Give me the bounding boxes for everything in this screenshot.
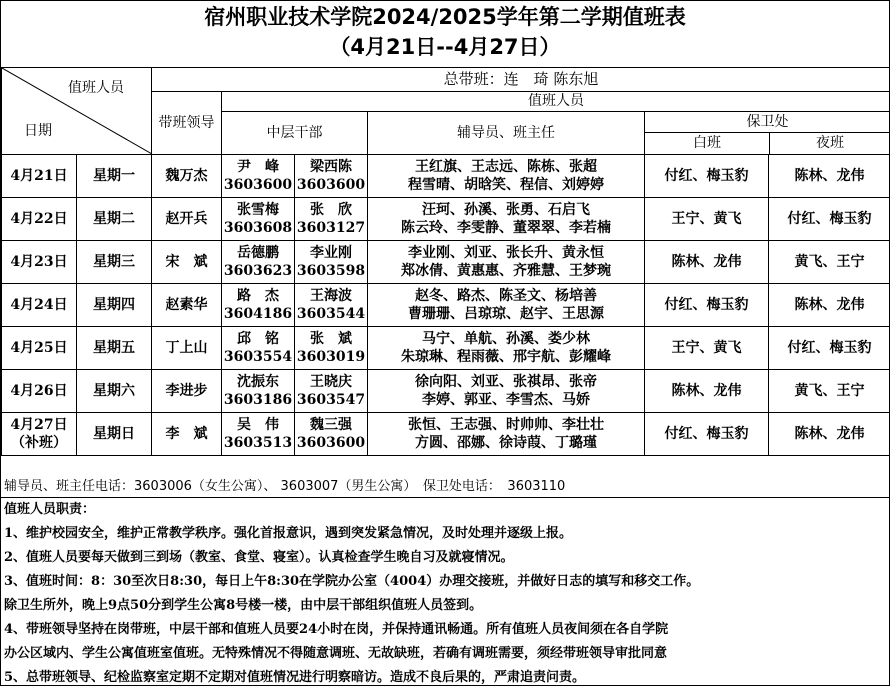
row-night-shift: 黄飞、王宁: [769, 370, 890, 413]
row-cadre-2: 张 欣 3603127: [295, 198, 368, 241]
row-cadre-1: 张雪梅 3603608: [222, 198, 295, 241]
note-line: 5、总带班领导、纪检监察室定期不定期对值班情况进行明察暗访。造成不良后果的，严肃追责问责。: [1, 666, 889, 690]
row-date: 4月25日: [2, 327, 77, 370]
row-cadre-2: 梁西陈 3603600: [295, 155, 368, 198]
row-date: 4月23日: [2, 241, 77, 284]
row-night-shift: 陈林、龙伟: [769, 413, 890, 456]
row-night-shift: 付红、梅玉豹: [769, 198, 890, 241]
row-cadre-1: 路 杰 3604186: [222, 284, 295, 327]
header-duty-staff: 值班人员: [68, 80, 124, 97]
row-day-shift: 陈林、龙伟: [645, 370, 769, 413]
note-line: 2、值班人员要每天做到三到场（教室、食堂、寝室）。认真检查学生晚自习及就寝情况。: [1, 546, 889, 570]
header-night-shift: 夜班: [770, 133, 890, 154]
row-weekday: 星期三: [77, 241, 152, 284]
table-row: [2, 327, 890, 370]
row-leader: 丁上山: [152, 327, 222, 370]
row-day-shift: 付红、梅玉豹: [645, 155, 769, 198]
notes-section: [1, 477, 889, 690]
note-line: 4、带班领导坚持在岗带班，中层干部和值班人员要24小时在岗，并保持通讯畅通。所有值班人员夜间须在各自学院: [1, 618, 889, 642]
duty-notes: [1, 498, 889, 690]
header-middle-cadre: 中层干部: [222, 112, 368, 155]
row-counselors: 李业刚、刘亚、张长升、黄永恒 郑冰倩、黄惠惠、齐雅慧、王梦琬: [368, 241, 645, 284]
table-row: [2, 241, 890, 284]
row-weekday: 星期二: [77, 198, 152, 241]
header-day-shift: 白班: [645, 133, 770, 154]
table-row: [2, 155, 890, 198]
notes-heading: 值班人员职责：: [1, 498, 889, 522]
note-line: 3、值班时间：8：30至次日8:30，每日上午8:30在学院办公室（4004）办理交接班，并做好日志的填写和移交工作。: [1, 570, 889, 594]
table-row: [2, 413, 890, 456]
document-title: 宿州职业技术学院2024/2025学年第二学期值班表: [1, 3, 889, 31]
diagonal-header-cell: [2, 68, 152, 155]
row-leader: 魏万杰: [152, 155, 222, 198]
row-weekday: 星期四: [77, 284, 152, 327]
table-row: [2, 370, 890, 413]
phone-numbers: 辅导员、班主任电话：3603006（女生公寓）、 3603007（男生公寓） 保卫处电话： 3603110: [1, 477, 889, 498]
row-cadre-1: 邱 铭 3603554: [222, 327, 295, 370]
row-date: 4月26日: [2, 370, 77, 413]
row-cadre-2: 王晓庆 3603547: [295, 370, 368, 413]
row-day-shift: 付红、梅玉豹: [645, 284, 769, 327]
row-leader: 宋 斌: [152, 241, 222, 284]
row-leader: 赵素华: [152, 284, 222, 327]
header-date: 日期: [24, 123, 52, 140]
note-line: 除卫生所外，晚上9点50分到学生公寓8号楼一楼，由中层干部组织值班人员签到。: [1, 594, 889, 618]
row-counselors: 汪珂、孙溪、张勇、石启飞 陈云玲、李雯静、董翠翠、李若楠: [368, 198, 645, 241]
row-date: 4月24日: [2, 284, 77, 327]
row-night-shift: 付红、梅玉豹: [769, 327, 890, 370]
row-counselors: 徐向阳、刘亚、张祺昂、张帝 李婷、郭亚、李雪杰、马娇: [368, 370, 645, 413]
row-leader: 赵开兵: [152, 198, 222, 241]
row-cadre-2: 魏三强 3603600: [295, 413, 368, 456]
row-cadre-2: 李业刚 3603598: [295, 241, 368, 284]
header-duty-staff-group: 值班人员: [222, 92, 890, 112]
row-leader: 李 斌: [152, 413, 222, 456]
row-counselors: 张恒、王志强、时帅帅、李壮壮 方圆、邵娜、徐诗葭、丁璐瑾: [368, 413, 645, 456]
row-counselors: 马宁、单航、孙溪、娄少林 朱琼琳、程雨薇、邢宇航、彭耀峰: [368, 327, 645, 370]
row-weekday: 星期五: [77, 327, 152, 370]
document-subtitle: （4月21日--4月27日）: [1, 33, 889, 61]
header-leader: 带班领导: [152, 92, 222, 155]
row-day-shift: 王宁、黄飞: [645, 198, 769, 241]
row-cadre-1: 吴 伟 3603513: [222, 413, 295, 456]
header-security-label: 保卫处: [645, 112, 890, 133]
note-line: 1、维护校园安全，维护正常教学秩序。强化首报意识，遇到突发紧急情况，及时处理并逐级上报。: [1, 522, 889, 546]
row-weekday: 星期日: [77, 413, 152, 456]
row-cadre-2: 王海波 3603544: [295, 284, 368, 327]
roster-table: [1, 67, 890, 456]
row-day-shift: 陈林、龙伟: [645, 241, 769, 284]
row-date: 4月21日: [2, 155, 77, 198]
row-counselors: 王红旗、王志远、陈栋、张超 程雪晴、胡晗笑、程信、刘婷婷: [368, 155, 645, 198]
table-row: [2, 284, 890, 327]
row-date: 4月22日: [2, 198, 77, 241]
row-cadre-1: 岳德鹏 3603623: [222, 241, 295, 284]
row-counselors: 赵冬、路杰、陈圣文、杨培善 曹珊珊、吕琼琼、赵宇、王思源: [368, 284, 645, 327]
row-cadre-1: 尹 峰 3603600: [222, 155, 295, 198]
row-day-shift: 王宁、黄飞: [645, 327, 769, 370]
row-night-shift: 陈林、龙伟: [769, 284, 890, 327]
row-cadre-1: 沈振东 3603186: [222, 370, 295, 413]
header-counselors: 辅导员、班主任: [368, 112, 645, 155]
row-weekday: 星期一: [77, 155, 152, 198]
chief-duty-header: 总带班：连 琦 陈东旭: [152, 68, 890, 92]
row-day-shift: 付红、梅玉豹: [645, 413, 769, 456]
row-leader: 李进步: [152, 370, 222, 413]
row-date: 4月27日 （补班）: [2, 413, 77, 456]
table-row: [2, 198, 890, 241]
header-security: [645, 112, 890, 155]
row-weekday: 星期六: [77, 370, 152, 413]
note-line: 办公区域内、学生公寓值班室值班。无特殊情况不得随意调班、无故缺班，若确有调班需要，须经带班领导审批同意: [1, 642, 889, 666]
row-night-shift: 黄飞、王宁: [769, 241, 890, 284]
row-cadre-2: 张 斌 3603019: [295, 327, 368, 370]
row-night-shift: 陈林、龙伟: [769, 155, 890, 198]
